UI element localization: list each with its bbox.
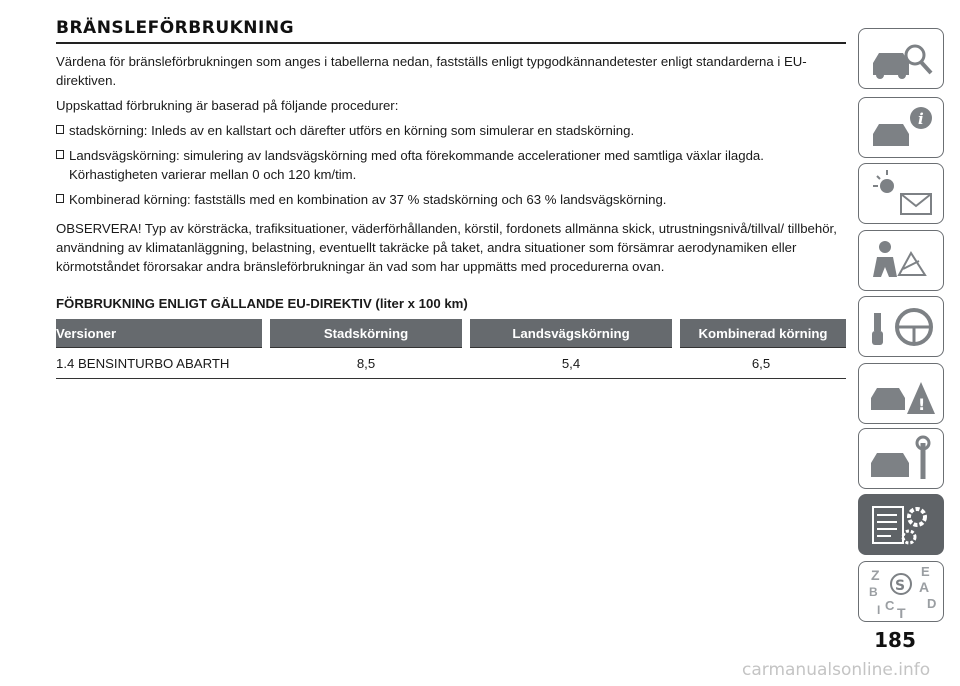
table-header-row	[56, 319, 846, 348]
svg-text:S: S	[895, 578, 906, 594]
column-header-combined: Kombinerad körning	[676, 319, 846, 348]
sidebar-tab-starting-driving[interactable]	[858, 296, 944, 357]
airbag-safety-icon	[859, 231, 945, 292]
car-info-icon	[859, 98, 945, 159]
column-header-highway: Landsvägskörning	[466, 319, 676, 348]
car-wrench-icon	[859, 429, 945, 490]
column-header-city: Stadskörning	[266, 319, 466, 348]
index-letter: D	[927, 596, 937, 611]
bullet-item	[56, 146, 846, 184]
table-cell-combined: 6,5	[676, 348, 846, 379]
svg-text:i: i	[918, 110, 924, 128]
sidebar-tab-index[interactable]	[858, 561, 944, 622]
table-title: FÖRBRUKNING ENLIGT GÄLLANDE EU-DIREKTIV (liter x 100 km)	[56, 296, 468, 311]
car-warning-triangle-icon	[859, 364, 945, 425]
sidebar-tab-emergency[interactable]	[858, 363, 944, 424]
index-letter: B	[869, 585, 878, 599]
note-paragraph: OBSERVERA! Typ av körsträcka, trafiksituationer, väderförhållanden, körstil, fordonets allmänna skick, utrustningsnivå/tillval/ tillbehör, användning av klimatanläggning, belastning, eventuellt takräcke på taket, andra situationer som försämrar aerodynamiken eller körmotståndet förorsakar andra bränsleförbrukningar än vad som har uppmätts med procedurerna ovan.	[56, 221, 837, 274]
svg-text:!: !	[918, 395, 926, 414]
sidebar-tab-maintenance[interactable]	[858, 428, 944, 489]
car-search-icon	[859, 29, 945, 90]
procedures-intro: Uppskattad förbrukning är baserad på följande procedurer:	[56, 98, 399, 113]
page-title: BRÄNSLEFÖRBRUKNING	[56, 18, 846, 44]
index-letter: T	[897, 605, 906, 621]
index-letter: A	[919, 579, 930, 595]
table-cell-city: 8,5	[266, 348, 466, 379]
alphabet-index-icon	[859, 562, 945, 623]
sidebar-tab-car-info[interactable]	[858, 97, 944, 158]
list-gear-icon	[859, 495, 945, 556]
bullet-item	[56, 121, 846, 140]
table-cell-version: 1.4 BENSINTURBO ABARTH	[56, 348, 266, 379]
bullet-text: Landsvägskörning: simulering av landsvägskörning med ofta förekommande accelerationer med samtliga växlar ilagda. Körhastigheten varierar mellan 0 och 120 km/tim.	[69, 148, 764, 182]
index-letter: I	[877, 603, 881, 617]
key-steering-wheel-icon	[859, 297, 945, 358]
sidebar-tab-car-search[interactable]	[858, 28, 944, 89]
warning-light-mail-icon	[859, 164, 945, 225]
checkbox-bullet-icon	[56, 194, 64, 203]
checkbox-bullet-icon	[56, 150, 64, 159]
checkbox-bullet-icon	[56, 125, 64, 134]
index-letter: Z	[871, 567, 880, 583]
index-letter: E	[921, 564, 930, 579]
bullet-text: stadskörning: Inleds av en kallstart och därefter utförs en körning som simulerar en stadskörning.	[69, 123, 635, 138]
bullet-item	[56, 190, 846, 209]
sidebar-tab-warning-lights[interactable]	[858, 163, 944, 224]
main-content	[56, 18, 846, 379]
bullet-text: Kombinerad körning: fastställs med en kombination av 37 % stadskörning och 63 % landsvägskörning.	[69, 192, 667, 207]
index-letter: C	[885, 598, 895, 613]
column-header-versions: Versioner	[56, 319, 266, 348]
sidebar-tab-safety[interactable]	[858, 230, 944, 291]
watermark-text: carmanualsonline.info	[742, 660, 931, 680]
sidebar-tab-technical-data[interactable]	[858, 494, 944, 555]
page-number: 185	[874, 628, 916, 652]
intro-paragraph: Värdena för bränsleförbrukningen som anges i tabellerna nedan, fastställs enligt typgodkännandetester enligt standarderna i EU-direktiven.	[56, 54, 807, 88]
table-cell-highway: 5,4	[466, 348, 676, 379]
consumption-table	[56, 319, 846, 379]
table-row	[56, 348, 846, 379]
